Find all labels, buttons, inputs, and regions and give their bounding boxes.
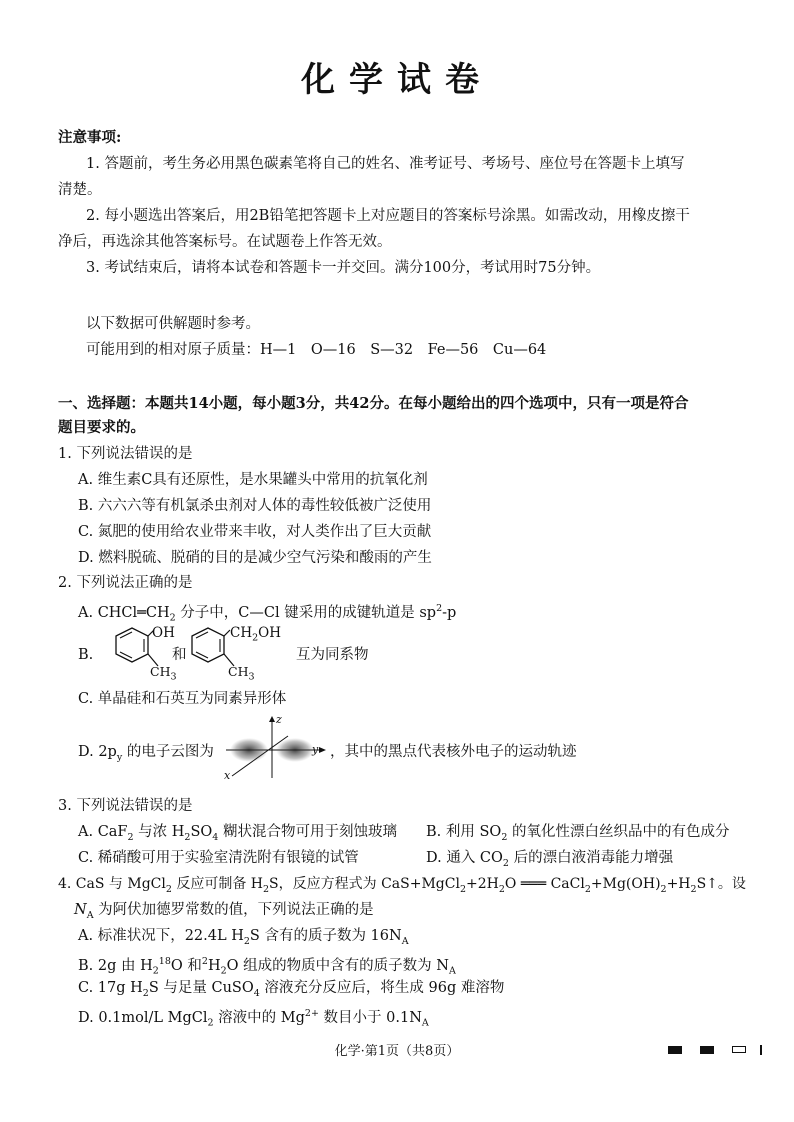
notice-item-3: 3. 考试结束后，请将本试卷和答题卡一并交回。满分100分，考试用时75分钟。: [86, 260, 601, 276]
page-title: 化学试卷: [301, 60, 493, 100]
ref-line-1: 以下数据可供解题时参考。: [86, 316, 260, 332]
q1-option-b: B. 六六六等有机氯杀虫剂对人体的毒性较低被广泛使用: [78, 498, 432, 514]
q2-option-a: A. $CHCl═CH_2$ 分子中，C—Cl 键采用的成键轨道是 $sp^2-p$: [78, 603, 457, 624]
scan-mark-4: [760, 1045, 762, 1055]
ref-line-2: 可能用到的相对原子质量：H—1 O—16 S—32 Fe—56 Cu—64: [86, 342, 547, 358]
notice-item-1-cont: 清楚。: [58, 182, 102, 198]
q1-option-d: D. 燃料脱硫、脱硝的目的是减少空气污染和酸雨的产生: [78, 550, 432, 566]
page-footer: 化学·第1页（共8页）: [334, 1044, 460, 1059]
q4-option-a: A. 标准状况下，22.4L $H_2S$ 含有的质子数为 $16N_A$: [78, 928, 409, 947]
axis-z-label: z: [276, 713, 282, 726]
scan-mark-1: [668, 1046, 682, 1054]
q2-and-text: 和: [172, 647, 187, 663]
q1-option-a: A. 维生素C具有还原性，是水果罐头中常用的抗氧化剂: [78, 472, 428, 488]
mol1-oh-label: OH: [152, 625, 175, 641]
notice-item-2-cont: 净后，再选涂其他答案标号。在试题卷上作答无效。: [58, 234, 392, 250]
section-heading-cont: 题目要求的。: [58, 419, 145, 436]
q2-option-c: C. 单晶硅和石英互为同素异形体: [78, 691, 287, 707]
q3-option-b: B. 利用 $SO_2$ 的氧化性漂白丝织品中的有色成分: [426, 824, 730, 843]
q1-option-c: C. 氮肥的使用给农业带来丰收，对人类作出了巨大贡献: [78, 524, 432, 540]
q4-option-b: B. 2g 由 $H_2^{18}O$ 和$^2H_2O$ 组成的物质中含有的质子数为 $N_A$: [78, 956, 456, 977]
notice-item-2: 2. 每小题选出答案后，用2B铅笔把答题卡上对应题目的答案标号涂黑。如需改动，用橡皮擦干: [86, 208, 690, 224]
section-heading: 一、选择题：本题共14小题，每小题3分，共42分。在每小题给出的四个选项中，只有一项是符合: [58, 395, 689, 412]
q3-option-c: C. 稀硝酸可用于实验室清洗附有银镜的试管: [78, 850, 359, 866]
q3-option-d: D. 通入 $CO_2$ 后的漂白液消毒能力增强: [426, 850, 674, 869]
scan-mark-3: [732, 1046, 746, 1053]
mol1-ch3-label: $CH_3$: [150, 664, 177, 683]
q2-option-b-label: B.: [78, 647, 94, 663]
axis-y-label: y: [312, 743, 319, 756]
q3-stem: 3. 下列说法错误的是: [58, 798, 193, 814]
q2-option-d-pre: D. $2p_y$ 的电子云图为: [78, 744, 214, 763]
q1-stem: 1. 下列说法错误的是: [58, 446, 193, 462]
notice-heading: 注意事项:: [58, 129, 122, 146]
q4-option-c: C. 17g $H_2S$ 与足量 CuSO$_4$ 溶液充分反应后，将生成 96g 难溶物: [78, 980, 505, 999]
q2-option-d-post: ，其中的黑点代表核外电子的运动轨迹: [330, 744, 577, 760]
mol2-ch2oh-label: $CH_2OH$: [230, 625, 281, 644]
mol2-ch3-label: $CH_3$: [228, 664, 255, 683]
q2-stem: 2. 下列说法正确的是: [58, 575, 193, 591]
notice-item-1: 1. 答题前，考生务必用黑色碳素笔将自己的姓名、准考证号、考场号、座位号在答题卡上填写: [86, 156, 685, 172]
q2-option-b-tail: 互为同系物: [296, 647, 369, 663]
axis-x-label: x: [224, 769, 231, 782]
scan-mark-2: [700, 1046, 714, 1054]
q4-stem: 4. CaS 与 MgCl$_2$ 反应可制备 $H_2S$，反应方程式为 $CaS+MgCl_2+2H_2O$ ═══ $CaCl_2+Mg(OH)_2+H_2S↑$。设: [58, 876, 746, 895]
q3-option-a: A. CaF$_2$ 与浓 $H_2SO_4$ 糊状混合物可用于刻蚀玻璃: [78, 824, 397, 843]
q4-stem-cont: $N_A$ 为阿伏加德罗常数的值，下列说法正确的是: [74, 902, 374, 921]
q4-option-d: D. 0.1mol/L MgCl$_2$ 溶液中的 $Mg^{2+}$ 数目小于 $0.1N_A$: [78, 1008, 429, 1029]
